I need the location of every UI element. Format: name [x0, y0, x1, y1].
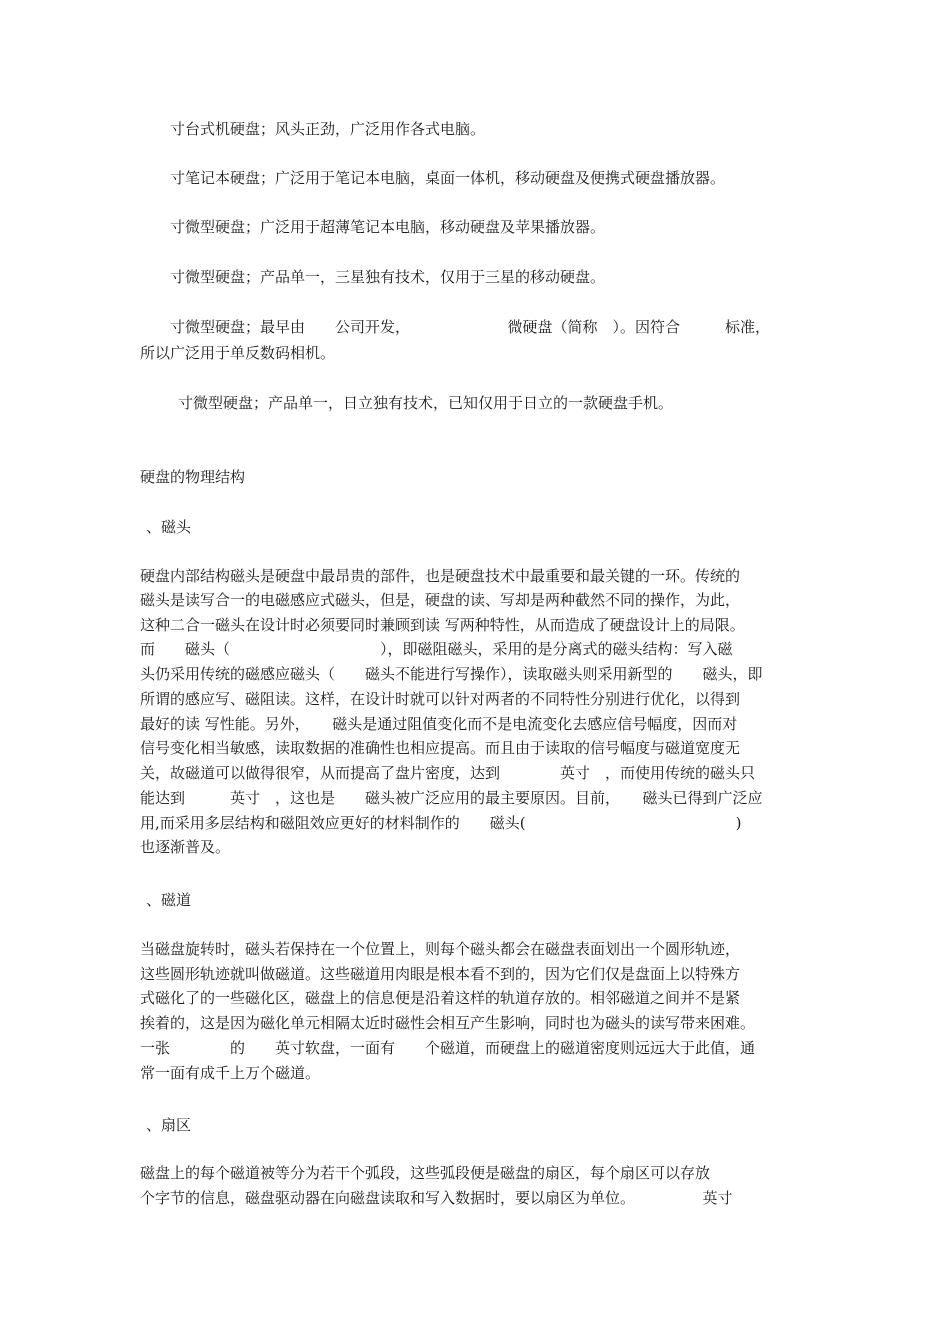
- body-line: 头仍采用传统的磁感应磁头（ 磁头不能进行写操作），读取磁头则采用新型的 磁头，即: [140, 665, 763, 683]
- body-line: 用,而采用多层结构和磁阻效应更好的材料制作的 磁头( ): [140, 814, 742, 832]
- body-line: 能达到 英寸 ，这也是 磁头被广泛应用的最主要原因。目前， 磁头已得到广泛应: [140, 789, 763, 807]
- section-title-sector: 、扇区: [146, 1116, 192, 1134]
- list-item: 寸台式机硬盘；风头正劲，广泛用作各式电脑。: [170, 120, 486, 138]
- list-item: 寸微型硬盘；产品单一，日立独有技术，已知仅用于日立的一款硬盘手机。: [178, 394, 674, 412]
- section-title-track: 、磁道: [146, 891, 192, 909]
- body-line: 而 磁头（ ），即磁阻磁头，采用的是分离式的磁头结构：写入磁: [140, 640, 733, 658]
- list-item: 寸微型硬盘；产品单一，三星独有技术，仅用于三星的移动硬盘。: [170, 268, 606, 286]
- body-line: 这些圆形轨迹就叫做磁道。这些磁道用肉眼是根本看不到的，因为它们仅是盘面上以特殊方: [140, 965, 741, 983]
- section-title-head: 、磁头: [146, 518, 192, 536]
- body-line: 个字节的信息，磁盘驱动器在向磁盘读取和写入数据时，要以扇区为单位。 英寸: [140, 1189, 733, 1207]
- body-line: 挨着的，这是因为磁化单元相隔太近时磁性会相互产生影响，同时也为磁头的读写带来困难。: [140, 1014, 756, 1032]
- list-item: 寸微型硬盘；最早由 公司开发， 微硬盘（简称 ）。因符合 标准，: [170, 318, 771, 336]
- body-line: 信号变化相当敏感，读取数据的准确性也相应提高。而且由于读取的信号幅度与磁道宽度无: [140, 739, 741, 757]
- body-line: 所谓的感应写、磁阻读。这样，在设计时就可以针对两者的不同特性分别进行优化，以得到: [140, 690, 741, 708]
- body-line: 磁盘上的每个磁道被等分为若干个弧段，这些弧段便是磁盘的扇区，每个扇区可以存放: [140, 1164, 711, 1182]
- body-line: 磁头是读写合一的电磁感应式磁头，但是，硬盘的读、写却是两种截然不同的操作，为此，: [140, 591, 741, 609]
- list-item-continuation: 所以广泛用于单反数码相机。: [140, 344, 336, 362]
- body-line: 当磁盘旋转时，磁头若保持在一个位置上，则每个磁头都会在磁盘表面划出一个圆形轨迹，: [140, 940, 741, 958]
- body-line: 也逐渐普及。: [140, 838, 231, 856]
- body-line: 最好的读 写性能。另外， 磁头是通过阻值变化而不是电流变化去感应信号幅度，因而对: [140, 715, 738, 733]
- body-line: 常一面有成千上万个磁道。: [140, 1064, 321, 1082]
- body-line: 一张 的 英寸软盘，一面有 个磁道，而硬盘上的磁道密度则远远大于此值，通: [140, 1039, 756, 1057]
- body-line: 这种二合一磁头在设计时必须要同时兼顾到读 写两种特性，从而造成了硬盘设计上的局限。: [140, 616, 745, 634]
- list-item: 寸笔记本硬盘；广泛用于笔记本电脑，桌面一体机，移动硬盘及便携式硬盘播放器。: [170, 169, 726, 187]
- body-line: 关，故磁道可以做得很窄，从而提高了盘片密度，达到 英寸 ，而使用传统的磁头只: [140, 764, 756, 782]
- section-heading: 硬盘的物理结构: [140, 468, 246, 486]
- body-line: 式磁化了的一些磁化区，磁盘上的信息便是沿着这样的轨道存放的。相邻磁道之间并不是紧: [140, 989, 741, 1007]
- body-line: 硬盘内部结构磁头是硬盘中最昂贵的部件，也是硬盘技术中最重要和最关键的一环。传统的: [140, 567, 741, 585]
- list-item: 寸微型硬盘；广泛用于超薄笔记本电脑，移动硬盘及苹果播放器。: [170, 218, 606, 236]
